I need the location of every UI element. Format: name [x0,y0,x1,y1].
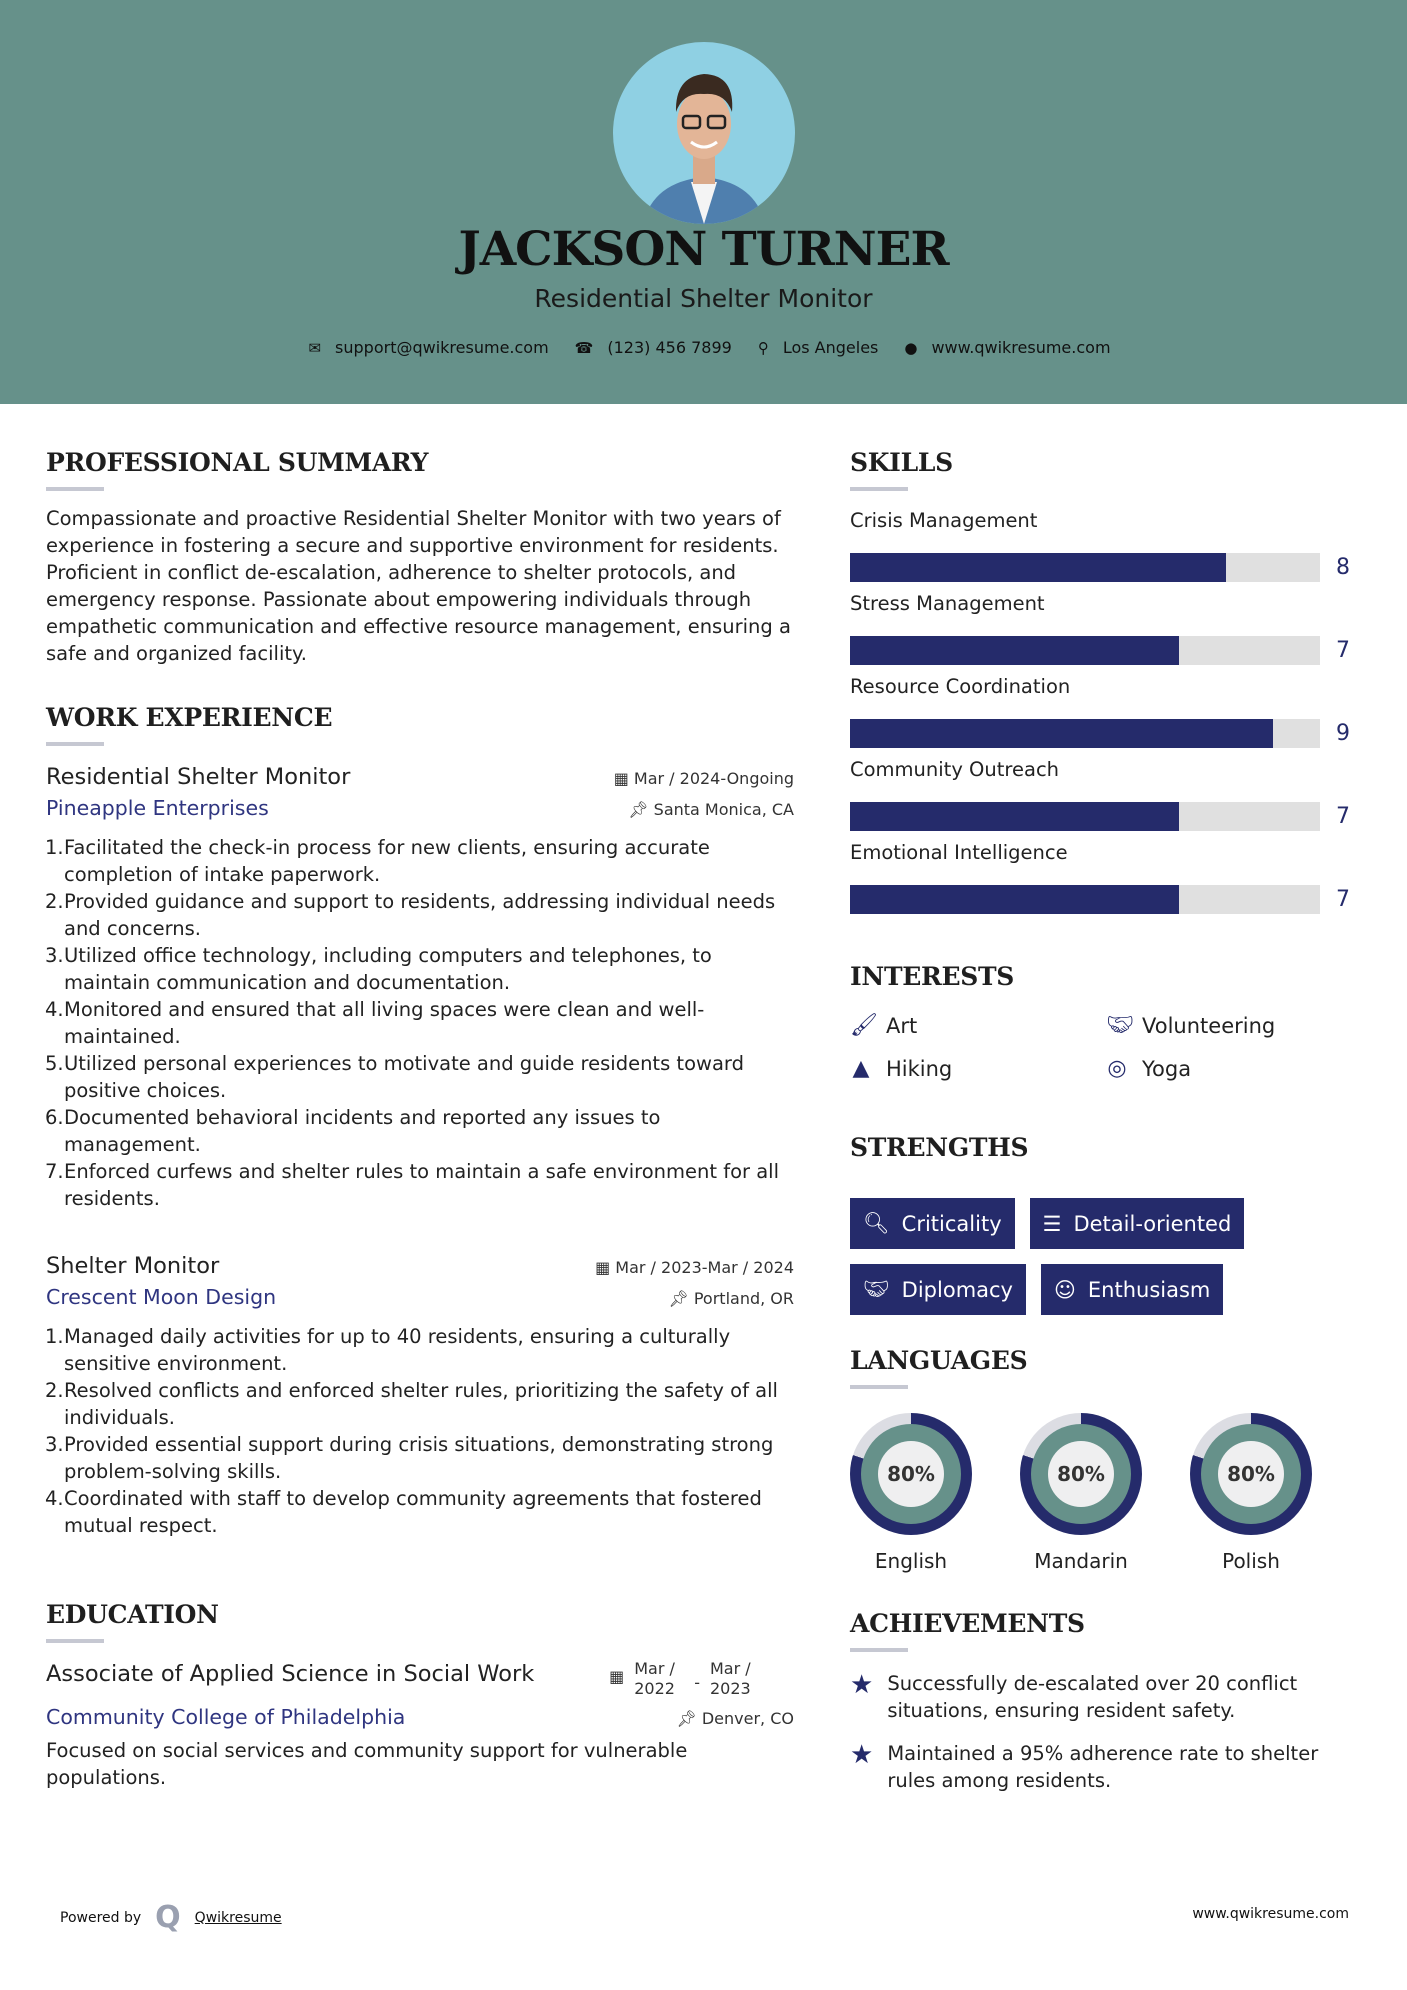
experience-section [46,703,794,1212]
pin-icon: 📌︎ [628,800,654,819]
interest-hiking: ▲ Hiking [850,1056,1106,1081]
heading-underline [850,1385,908,1389]
skill-label: Crisis Management [850,509,1038,532]
search-icon: 🔍︎ [863,1211,890,1235]
pin-icon: 📌︎ [668,1289,694,1308]
footer-left [60,1900,282,1935]
pin-icon: 📌︎ [676,1709,702,1728]
footer-website[interactable]: www.qwikresume.com [1192,1906,1349,1922]
job-location: Santa Monica, CA [653,800,794,819]
list-item: 7. Enforced curfews and shelter rules to maintain a safe environment for all residents. [45,1160,780,1210]
list-item: 6. Documented behavioral incidents and reported any issues to management. [45,1106,661,1156]
edu-description: Focused on social services and community support for vulnerable populations. [46,1739,688,1789]
lifebuoy-icon: ◎ [1107,1056,1127,1081]
skill-item [850,509,1350,592]
heading-underline [850,1648,908,1652]
section-heading: SKILLS [850,448,953,477]
candidate-title: Residential Shelter Monitor [534,284,873,313]
paintbrush-icon: 🖌︎ [850,1013,878,1038]
job-entry [46,1253,794,1539]
skill-bar-fill [850,553,1226,582]
list-item: 4. Coordinated with staff to develop community agreements that fostered mutual respect. [45,1487,762,1537]
list-icon: ☰ [1042,1211,1062,1236]
job-location: Portland, OR [693,1289,794,1308]
achievement-item: ★ Maintained a 95% adherence rate to shelter rules among residents. [850,1740,1319,1792]
edu-start-date: Mar / 2022 [634,1659,675,1698]
language-donut [850,1413,972,1535]
skill-bar [850,553,1320,582]
interest-volunteering: 🤝︎ Volunteering [1106,1013,1276,1038]
summary-section [46,448,794,667]
language-donut [1190,1413,1312,1535]
contact-location: Los Angeles [782,338,879,357]
section-heading: WORK EXPERIENCE [46,703,333,732]
language-item [1190,1413,1312,1573]
handshake-icon: 🤝︎ [863,1277,890,1301]
heading-underline [46,742,104,746]
calendar-icon: ▦ [595,1258,616,1277]
skill-bar [850,885,1320,914]
skill-value: 8 [1336,554,1350,580]
calendar-icon: ▦ [609,1667,625,1686]
list-item: 1. Managed daily activities for up to 40 residents, ensuring a culturally sensitive environment. [45,1325,731,1375]
section-heading: ACHIEVEMENTS [850,1609,1085,1638]
skill-label: Community Outreach [850,758,1060,781]
skill-value: 7 [1336,803,1350,829]
skill-item [850,758,1350,841]
star-icon: ★ [850,1670,874,1700]
skill-value: 9 [1336,720,1350,746]
handshake-icon: 🤝︎ [1106,1013,1134,1038]
job-entry [46,764,794,1212]
smile-icon: ☺ [1054,1277,1076,1302]
language-name: Mandarin [1034,1549,1128,1573]
list-item: 4. Monitored and ensured that all living spaces were clean and well-maintained. [45,998,705,1048]
language-name: English [874,1549,948,1573]
heading-underline [850,487,908,491]
contact-bar [0,338,1407,357]
skill-bar-fill [850,719,1273,748]
qwikresume-link[interactable]: Qwikresume [194,1909,282,1926]
list-item: 2. Resolved conflicts and enforced shelter rules, prioritizing the safety of all individuals. [45,1379,778,1429]
calendar-icon: ▦ [613,769,634,788]
achievements-section [850,1609,1360,1810]
skill-label: Resource Coordination [850,675,1071,698]
section-heading: EDUCATION [46,1600,219,1629]
skill-label: Stress Management [850,592,1045,615]
interest-art: 🖌︎ Art [850,1013,918,1038]
section-heading: LANGUAGES [850,1346,1028,1375]
heading-underline [46,487,104,491]
strength-badge: ☰ Detail-oriented [1030,1198,1245,1249]
profile-photo [613,42,795,224]
star-icon: ★ [850,1740,874,1770]
company-name: Crescent Moon Design [46,1285,277,1309]
skill-bar [850,719,1320,748]
strength-badge: ☺ Enthusiasm [1041,1264,1223,1315]
date-separator: - [694,1673,700,1692]
edu-location: Denver, CO [701,1709,794,1728]
skill-bar-fill [850,802,1179,831]
language-name: Polish [1222,1549,1280,1573]
school-name: Community College of Philadelphia [46,1705,406,1729]
achievement-item: ★ Successfully de-escalated over 20 conflict situations, ensuring resident safety. [850,1670,1298,1722]
list-item: 5. Utilized personal experiences to motivate and guide residents toward positive choices. [45,1052,744,1102]
summary-text: Compassionate and proactive Residential Shelter Monitor with two years of experience in fostering a secure and supportive environment for residents. Proficient in conflict de-escalation, adherence to shelter protocols, and emergency response. Passionate about empowering individuals through empathetic communication and effective resource management, ensuring a safe and organized facility. [46,507,791,665]
strengths-section [850,1133,1350,1315]
strength-badge: 🔍︎ Criticality [850,1198,1015,1249]
contact-phone[interactable]: (123) 456 7899 [607,338,732,357]
heading-underline [46,1639,104,1643]
section-heading: INTERESTS [850,962,1015,991]
resume-header [0,0,1407,404]
skill-bar [850,802,1320,831]
tree-icon: ▲ [852,1056,870,1081]
section-heading: STRENGTHS [850,1133,1029,1162]
map-marker-icon: ⚲ [757,338,769,357]
globe-icon: ● [904,338,918,357]
job-title: Residential Shelter Monitor [46,764,351,790]
language-item [1020,1413,1142,1573]
skill-bar-fill [850,885,1179,914]
education-section [46,1600,794,1791]
job-bullets [46,1323,794,1539]
list-item: 1. Facilitated the check-in process for new clients, ensuring accurate completion of intake paperwork. [45,836,710,886]
phone-icon: ☎ [574,338,594,357]
skills-section [850,448,1350,924]
language-percent: 80% [1048,1441,1114,1507]
job-bullets [46,834,794,1212]
contact-email[interactable]: support@qwikresume.com [335,338,549,357]
skill-bar-fill [850,636,1179,665]
envelope-icon: ✉ [308,338,322,357]
degree-title: Associate of Applied Science in Social Work [46,1661,535,1687]
language-item [850,1413,972,1573]
list-item: 3. Provided essential support during crisis situations, demonstrating strong problem-solving skills. [45,1433,774,1483]
powered-by-label: Powered by [60,1909,142,1926]
job-dates: Mar / 2024-Ongoing [633,769,794,788]
job-dates: Mar / 2023-Mar / 2024 [615,1258,794,1277]
language-percent: 80% [878,1441,944,1507]
edu-end-date: Mar / 2023 [710,1659,751,1698]
languages-section [850,1346,1350,1573]
qwikresume-logo-icon: Q [155,1900,181,1935]
skill-label: Emotional Intelligence [850,841,1068,864]
skill-item [850,675,1350,758]
company-name: Pineapple Enterprises [46,796,269,820]
job-title: Shelter Monitor [46,1253,220,1279]
interest-yoga: ◎ Yoga [1107,1056,1192,1081]
section-heading: PROFESSIONAL SUMMARY [46,448,429,477]
skill-item [850,592,1350,675]
list-item: 2. Provided guidance and support to residents, addressing individual needs and concerns. [45,890,776,940]
skill-value: 7 [1336,886,1350,912]
language-donut [1020,1413,1142,1535]
skill-item [850,841,1350,924]
contact-website[interactable]: www.qwikresume.com [931,338,1111,357]
list-item: 3. Utilized office technology, including computers and telephones, to maintain communication and documentation. [45,944,712,994]
interests-section [850,962,1350,1081]
skill-bar [850,636,1320,665]
language-percent: 80% [1218,1441,1284,1507]
skill-value: 7 [1336,637,1350,663]
candidate-name: JACKSON TURNER [458,222,949,277]
strength-badge: 🤝︎ Diplomacy [850,1264,1026,1315]
